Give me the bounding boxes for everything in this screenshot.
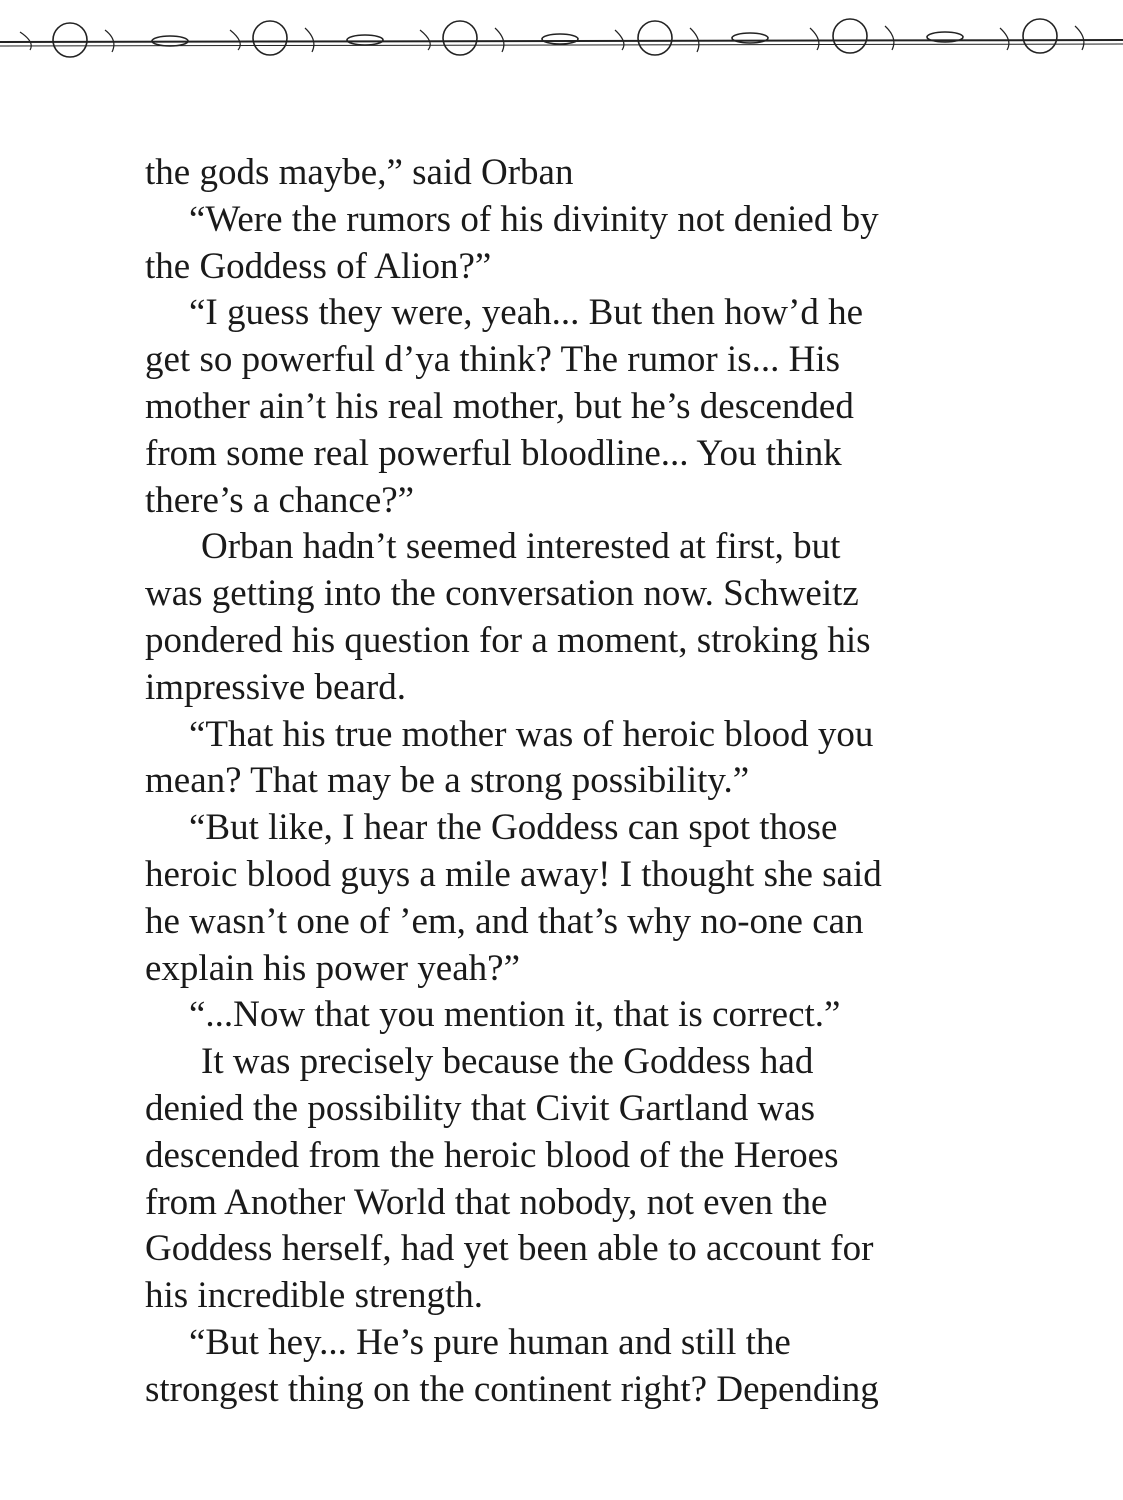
chain-border-ornament bbox=[0, 0, 1123, 80]
text-line: “Were the rumors of his divinity not denied by bbox=[189, 198, 879, 240]
text-line: the Goddess of Alion?” bbox=[145, 245, 492, 287]
text-line: “But hey... He’s pure human and still the bbox=[189, 1321, 791, 1363]
text-line: mother ain’t his real mother, but he’s descended bbox=[145, 385, 854, 427]
text-line: the gods maybe,” said Orban bbox=[145, 152, 574, 193]
text-line: “...Now that you mention it, that is correct.” bbox=[189, 994, 841, 1036]
text-line: strongest thing on the continent right? Depending bbox=[145, 1368, 879, 1410]
text-line: Orban hadn’t seemed interested at first, but bbox=[201, 526, 841, 568]
text-line: mean? That may be a strong possibility.” bbox=[145, 760, 750, 802]
text-line: It was precisely because the Goddess had bbox=[201, 1041, 814, 1083]
text-line: there’s a chance?” bbox=[145, 479, 415, 521]
text-line: denied the possibility that Civit Gartland was bbox=[145, 1087, 816, 1129]
text-line: explain his power yeah?” bbox=[145, 947, 520, 989]
text-line: he wasn’t one of ’em, and that’s why no-one can bbox=[145, 900, 864, 942]
text-line: descended from the heroic blood of the Heroes bbox=[145, 1134, 839, 1176]
text-line: get so powerful d’ya think? The rumor is... His bbox=[145, 339, 840, 381]
novel-page-text bbox=[145, 150, 965, 1414]
text-line: his incredible strength. bbox=[145, 1275, 484, 1317]
text-line: “That his true mother was of heroic blood you bbox=[189, 713, 874, 755]
text-line: impressive beard. bbox=[145, 666, 406, 708]
text-line: from Another World that nobody, not even the bbox=[145, 1181, 828, 1223]
text-line: “But like, I hear the Goddess can spot those bbox=[189, 807, 838, 849]
text-line: Goddess herself, had yet been able to account for bbox=[145, 1228, 874, 1270]
text-line: was getting into the conversation now. Schweitz bbox=[145, 573, 859, 615]
text-line: “I guess they were, yeah... But then how’d he bbox=[189, 292, 864, 334]
text-line: heroic blood guys a mile away! I thought she said bbox=[145, 853, 882, 895]
text-line: pondered his question for a moment, stroking his bbox=[145, 619, 871, 661]
text-line: from some real powerful bloodline... You think bbox=[145, 432, 842, 474]
